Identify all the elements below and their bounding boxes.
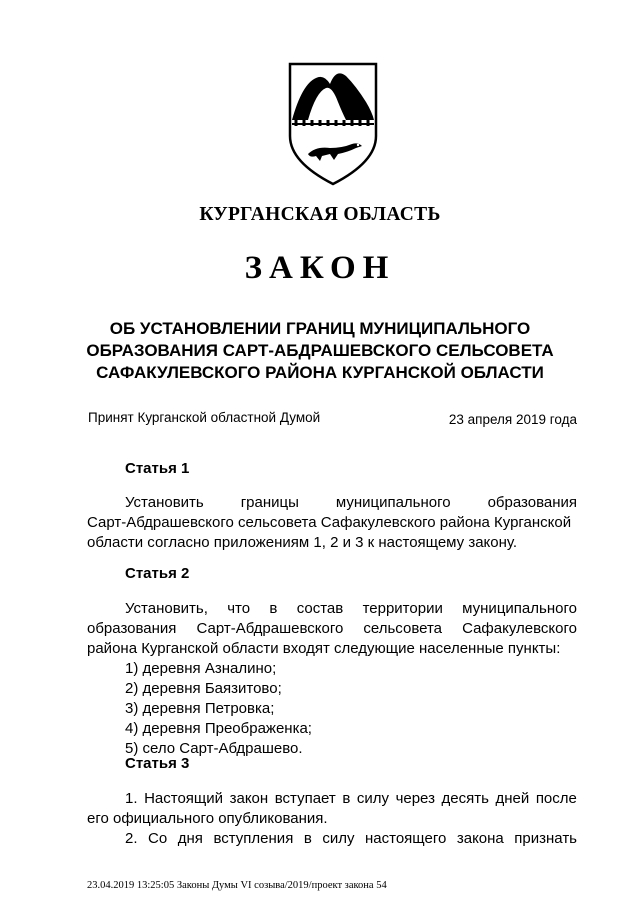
article-3-text [87, 789, 577, 849]
word: признать [514, 830, 577, 847]
word: территории [362, 600, 443, 617]
word: в [342, 790, 351, 807]
paragraph-line: области согласно приложениям 1, 2 и 3 к настоящему закону. [87, 534, 518, 551]
word: образования [487, 494, 577, 511]
word: в [303, 830, 312, 847]
word: состав [296, 600, 344, 617]
word: Сарт-Абдрашевского [196, 620, 344, 637]
word: Установить, [125, 600, 208, 617]
paragraph-line [87, 619, 577, 639]
word: силу [322, 830, 355, 847]
word: силу [356, 790, 389, 807]
word: Установить [125, 494, 204, 511]
list-item: 3) деревня Петровка; [125, 700, 275, 717]
region-heading: КУРГАНСКАЯ ОБЛАСТЬ [199, 204, 441, 225]
word: Сафакулевского [462, 620, 577, 637]
article-2-text [87, 599, 577, 759]
paragraph-line [87, 599, 577, 619]
law-title [40, 318, 600, 384]
word: вступает [274, 790, 336, 807]
word: после [535, 790, 577, 807]
paragraph-line: района Курганской области входят следующие населенные пункты: [87, 640, 561, 657]
article-3-title: Статья 3 [125, 755, 190, 772]
word: что [227, 600, 251, 617]
word: вступления [213, 830, 294, 847]
word: дня [177, 830, 203, 847]
document-type-heading: ЗАКОН [244, 250, 396, 286]
word: образования [87, 620, 177, 637]
law-title-line: САФАКУЛЕВСКОГО РАЙОНА КУРГАНСКОЙ ОБЛАСТИ [96, 363, 544, 382]
paragraph-line: Сарт-Абдрашевского сельсовета Сафакулевского района Курганской [87, 514, 572, 531]
word: закон [229, 790, 269, 807]
list-item: 2) деревня Баязитово; [125, 680, 282, 697]
list-item: 1) деревня Азналино; [125, 660, 277, 677]
coat-of-arms-icon [286, 62, 380, 186]
word: 1. [125, 790, 138, 807]
paragraph-line [87, 789, 577, 809]
word: 2. [125, 830, 138, 847]
word: десять [441, 790, 489, 807]
paragraph-line: его официального опубликования. [87, 810, 328, 827]
word: настоящего [365, 830, 447, 847]
word: сельсовета [363, 620, 443, 637]
word: через [395, 790, 435, 807]
law-title-line: ОБРАЗОВАНИЯ САРТ-АБДРАШЕВСКОГО СЕЛЬСОВЕТА [86, 341, 554, 360]
word: Со [148, 830, 168, 847]
article-1-text [87, 493, 577, 553]
word: границы [240, 494, 299, 511]
word: Настоящий [144, 790, 224, 807]
law-title-line: ОБ УСТАНОВЛЕНИИ ГРАНИЦ МУНИЦИПАЛЬНОГО [109, 319, 531, 338]
word: в [269, 600, 278, 617]
word: дней [495, 790, 530, 807]
article-1-title: Статья 1 [125, 460, 190, 477]
list-item: 4) деревня Преображенка; [125, 720, 312, 737]
word: муниципального [335, 494, 451, 511]
paragraph-line [87, 829, 577, 849]
word: закона [456, 830, 504, 847]
adoption-date: 23 апреля 2019 года [448, 412, 577, 427]
paragraph-line [87, 493, 577, 513]
adopted-by-text: Принят Курганской областной Думой [88, 410, 321, 425]
article-2-title: Статья 2 [125, 565, 190, 582]
document-footer: 23.04.2019 13:25:05 Законы Думы VI созыва/2019/проект закона 54 [87, 880, 387, 891]
word: муниципального [462, 600, 577, 617]
list-item: 5) село Сарт-Абдрашево. [125, 740, 303, 757]
